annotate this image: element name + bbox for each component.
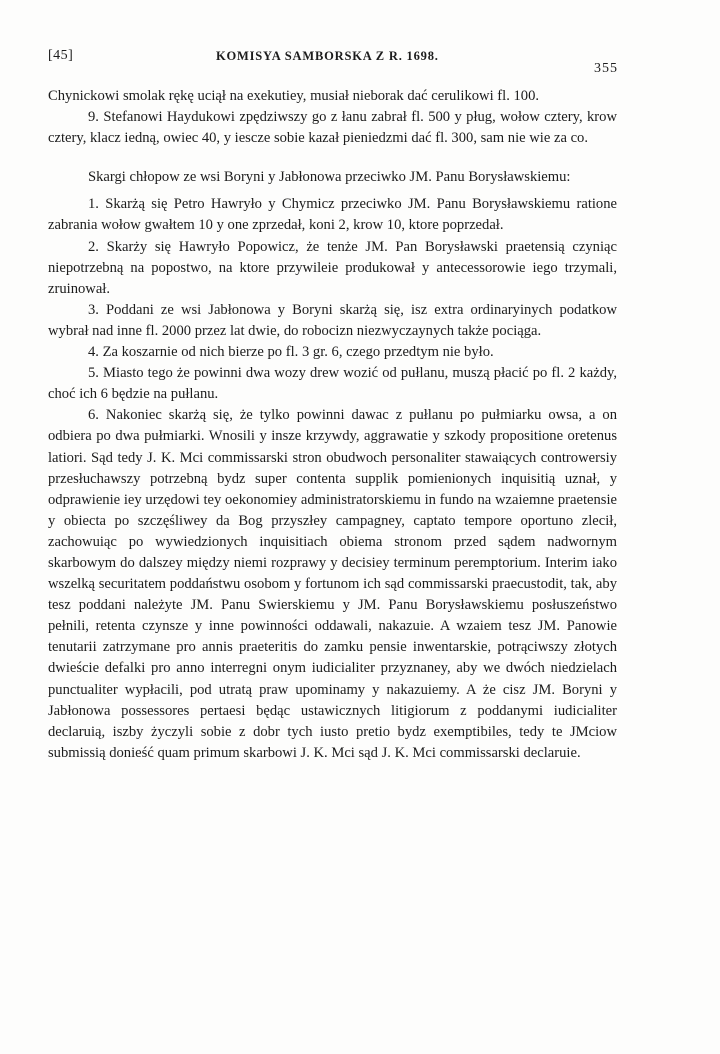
complaint-item: 3. Poddani ze wsi Jabłonowa y Boryni skarżą się, isz extra ordinaryinych podatkow wybrał nad inne fl. 2000 przez lat dwie, do robocizn niezwyczaynych także pociąga. — [48, 301, 617, 339]
page-number: 355 — [594, 61, 618, 76]
page-header — [48, 48, 618, 78]
complaint-item: 5. Miasto tego że powinni dwa wozy drew wozić od pułlanu, muszą płacić po fl. 2 każdy, choć ich 6 będzie na pułlanu. — [48, 365, 617, 403]
paragraph-continuation: Chynickowi smolak rękę uciął na exekutiey, musiał nieborak dać cerulikowi fl. 100. — [48, 88, 540, 104]
paragraph-item-9: 9. Stefanowi Haydukowi zpędziwszy go z łanu zabrał fl. 500 y pług, wołow cztery, krow cztery, klacz iedną, owiec 40, y iescze sobie kazał pieniedzmi dać fl. 300, sam nie wie za co. — [48, 109, 617, 147]
complaint-item: 6. Nakoniec skarżą się, że tylko powinni dawac z pułlanu po pułmiarku owsa, a on odbiera po dwa pułmiarki. Wnosili y insze krzywdy, aggrawatie y szkody propositione oretenus latiori. Sąd tedy J. K. Mci commissarski stron obudwoch personaliter stawaiących controwersiy przesłuchawszy potrzebną bydz super contenta supplik pomienionych inquisitią uznał, y odprawienie iey urzędowi tey oekonomiey administratorskiemu in fundo na wzaiemne praetensie y obiecta po szczęśliwey da Bog przyszłey campagney, captato tempore oportuno zlecił, zachowuiąc po wywiedzionych inquisitiach obiema stronom przed sądem nadwornym skarbowym do dalszey między niemi rozprawy y decisiey terminum peremptorium. Interim iako wszelką securitatem poddaństwu osobom y fortunom ich sąd commissarski praecustodit, tak, aby tesz poddani należyte JM. Panu Swierskiemu y JM. Panu Borysławskiemu posłuszeństwo pełnili, retenta czynsze y inne powinności oddawali, nakazuie. A wzaiem tesz JM. Panowie tenutarii zatrzymane pro annis praeteritis do zamku pensie inwentarskie, potrąciwszy złotych dwieście defalki pro anno interregni onym iudicialiter przyznaney, aby we dwóch niedzielach punctualiter wypłacili, pod utratą praw upominamy y nakazuiemy. A że cisz JM. Boryni y Jabłonowa possessores pertaesi będąc ustawicznych litigiorum z poddanymi iudicialiter declaruią, iszby życzyli sobie z dobr tych iusto pretio bydz exemptibiles, tedy te JMciow submissią donieść quam primum skarbowi J. K. Mci sąd J. K. Mci commissarski declaruie. — [48, 407, 617, 761]
complaint-item: 4. Za koszarnie od nich bierze po fl. 3 gr. 6, czego przedtym nie było. — [88, 344, 494, 361]
complaint-item: 2. Skarży się Hawryło Popowicz, że tenże JM. Pan Borysławski praetensią czyniąc niepotrzebną na popostwo, na ktore przywileie produkował y antecessorowie iego trzymali, zruinował. — [48, 238, 617, 297]
complaint-item: 1. Skarżą się Petro Hawryło y Chymicz przeciwko JM. Panu Borysławskiemu ratione zabrania wołow gwałtem 10 y one zprzedał, koni 2, krow 10, ktore poprzedał. — [48, 196, 617, 234]
section-number: [45] — [48, 48, 74, 63]
body-text — [48, 86, 617, 764]
section-heading: Skargi chłopow ze wsi Boryni y Jabłonowa przeciwko JM. Panu Borysławskiemu: — [88, 169, 571, 186]
running-title: KOMISYA SAMBORSKA Z R. 1698. — [216, 49, 439, 63]
